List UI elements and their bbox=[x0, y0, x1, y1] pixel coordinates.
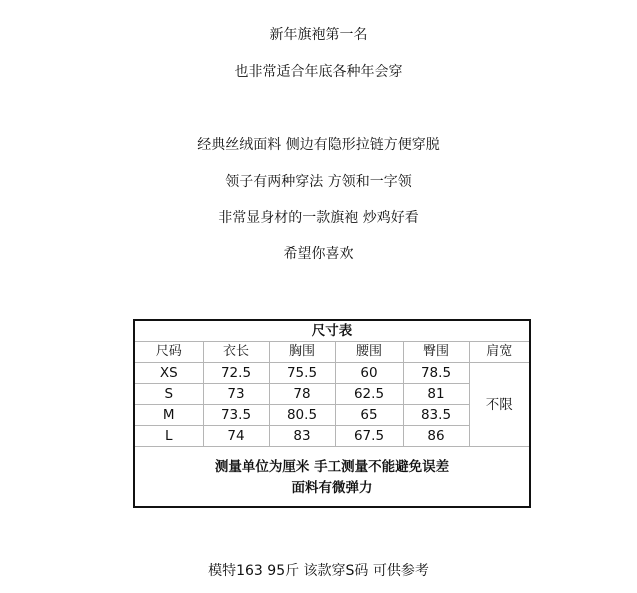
size-table-header-row bbox=[135, 342, 529, 363]
cell-hip: 83.5 bbox=[403, 405, 469, 426]
fabric-note: 面料有微弹力 bbox=[291, 480, 373, 496]
header-shoulder: 肩宽 bbox=[469, 342, 529, 363]
cell-shoulder: 不限 bbox=[469, 363, 529, 447]
size-table-title-row bbox=[135, 321, 529, 342]
measurement-note: 测量单位为厘米 手工测量不能避免误差 bbox=[214, 459, 450, 475]
cell-length: 73.5 bbox=[203, 405, 269, 426]
cell-length: 74 bbox=[203, 426, 269, 447]
intro-line-2: 也非常适合年底各种年会穿 bbox=[234, 64, 403, 80]
table-row bbox=[135, 363, 529, 384]
model-note: 模特163 95斤 该款穿S码 可供参考 bbox=[208, 563, 429, 579]
feature-line-1: 经典丝绒面料 侧边有隐形拉链方便穿脱 bbox=[197, 137, 440, 153]
intro-line-1: 新年旗袍第一名 bbox=[269, 27, 368, 43]
cell-waist: 60 bbox=[335, 363, 403, 384]
cell-size: S bbox=[135, 384, 203, 405]
feature-line-3: 非常显身材的一款旗袍 炒鸡好看 bbox=[218, 210, 419, 226]
cell-size: M bbox=[135, 405, 203, 426]
header-size: 尺码 bbox=[135, 342, 203, 363]
cell-waist: 65 bbox=[335, 405, 403, 426]
feature-line-4: 希望你喜欢 bbox=[283, 246, 354, 262]
cell-bust: 75.5 bbox=[269, 363, 335, 384]
cell-size: L bbox=[135, 426, 203, 447]
cell-hip: 78.5 bbox=[403, 363, 469, 384]
size-table-title: 尺寸表 bbox=[135, 321, 529, 342]
cell-bust: 78 bbox=[269, 384, 335, 405]
cell-bust: 83 bbox=[269, 426, 335, 447]
feature-line-2: 领子有两种穿法 方领和一字领 bbox=[225, 174, 412, 190]
cell-hip: 86 bbox=[403, 426, 469, 447]
header-bust: 胸围 bbox=[269, 342, 335, 363]
size-grid bbox=[135, 321, 529, 447]
header-hip: 臀围 bbox=[403, 342, 469, 363]
cell-size: XS bbox=[135, 363, 203, 384]
header-length: 衣长 bbox=[203, 342, 269, 363]
cell-hip: 81 bbox=[403, 384, 469, 405]
cell-bust: 80.5 bbox=[269, 405, 335, 426]
size-table bbox=[133, 319, 531, 508]
cell-length: 73 bbox=[203, 384, 269, 405]
header-waist: 腰围 bbox=[335, 342, 403, 363]
cell-waist: 67.5 bbox=[335, 426, 403, 447]
cell-waist: 62.5 bbox=[335, 384, 403, 405]
cell-length: 72.5 bbox=[203, 363, 269, 384]
